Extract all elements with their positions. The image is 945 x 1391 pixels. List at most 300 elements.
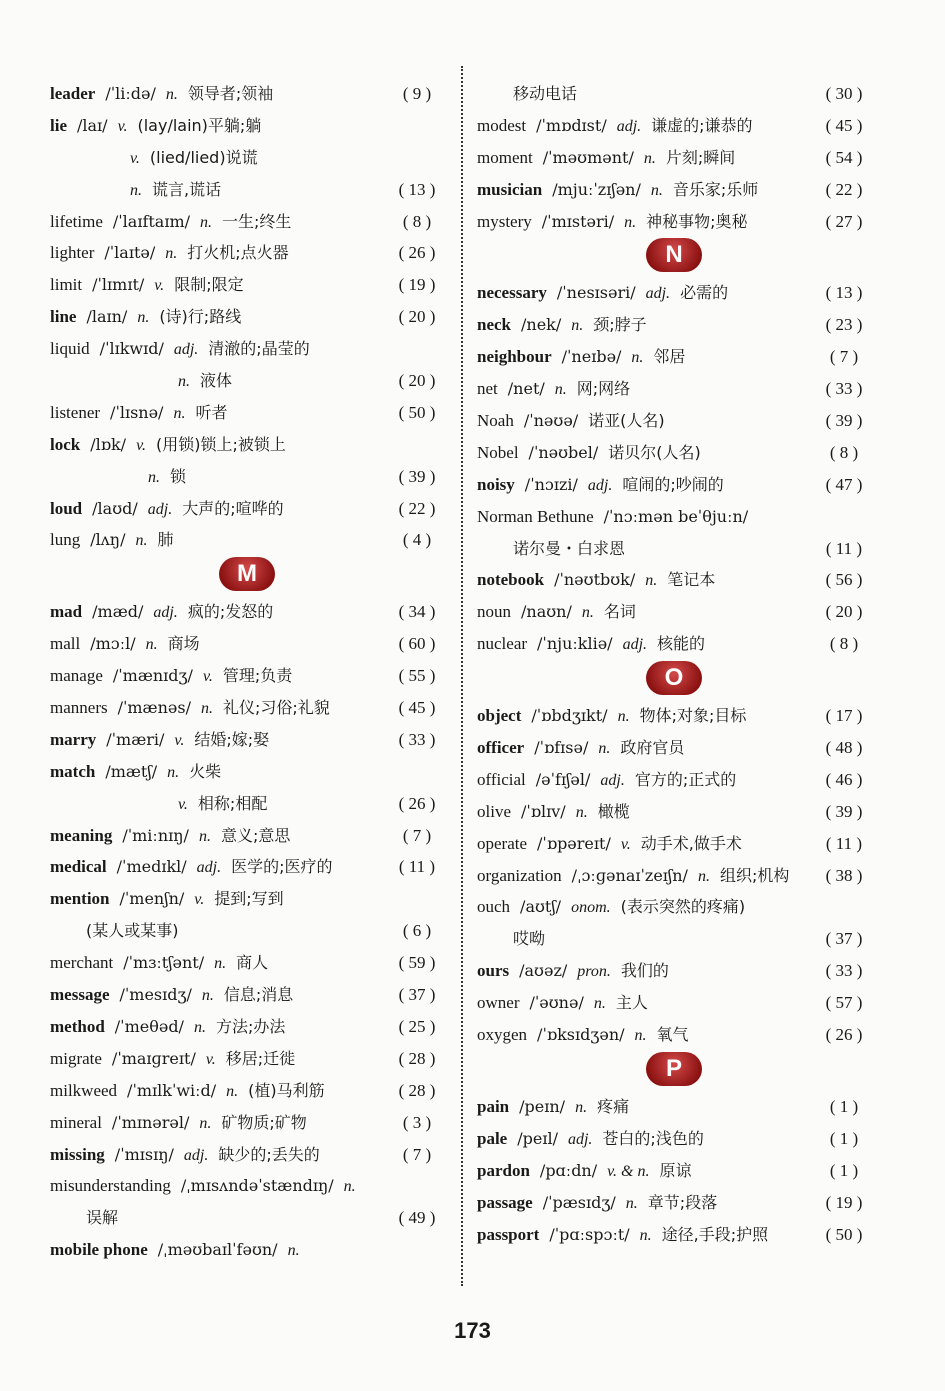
entry-part-of-speech: adj. bbox=[153, 604, 178, 622]
vocab-entry-continuation bbox=[50, 1200, 440, 1232]
entry-line bbox=[50, 276, 254, 295]
entry-line bbox=[477, 476, 734, 495]
entry-word: passport bbox=[477, 1224, 540, 1244]
entry-word: musician bbox=[477, 179, 543, 199]
entry-meaning: 谎言,谎话 bbox=[152, 179, 222, 199]
entry-page-ref: ( 8 ) bbox=[402, 211, 432, 231]
entry-part-of-speech: v. bbox=[117, 117, 128, 135]
entry-part-of-speech: n. bbox=[214, 955, 227, 973]
vocab-entry bbox=[477, 307, 867, 339]
entry-word: mention bbox=[50, 889, 110, 909]
entry-page-ref: ( 45 ) bbox=[825, 115, 863, 135]
entry-line bbox=[178, 372, 242, 391]
entry-part-of-speech: n. bbox=[631, 349, 644, 367]
entry-line bbox=[50, 699, 340, 718]
column-divider bbox=[461, 66, 463, 1286]
vocab-entry bbox=[477, 794, 867, 826]
entry-word: mall bbox=[50, 634, 81, 654]
entry-line bbox=[477, 962, 679, 981]
vocab-entry bbox=[477, 562, 867, 594]
letter-section-header bbox=[50, 554, 440, 594]
vocab-entry bbox=[477, 204, 867, 236]
entry-part-of-speech: n. bbox=[165, 245, 178, 263]
entry-page-ref: ( 55 ) bbox=[398, 666, 436, 686]
entry-word: object bbox=[477, 706, 522, 726]
vocab-entry bbox=[477, 1153, 867, 1185]
vocab-entry bbox=[50, 658, 440, 690]
entry-line bbox=[477, 635, 715, 654]
vocab-entry bbox=[477, 371, 867, 403]
entry-page-ref: ( 39 ) bbox=[825, 411, 863, 431]
entry-word: lifetime bbox=[50, 211, 103, 231]
entry-line bbox=[50, 763, 231, 782]
entry-meaning: 动手术,做手术 bbox=[640, 833, 742, 853]
entry-line bbox=[477, 739, 694, 758]
page-number: 173 bbox=[454, 1318, 491, 1343]
entry-phonetic: /ˈmedɪkl/ bbox=[116, 857, 187, 877]
vocab-entry bbox=[477, 730, 867, 762]
entry-word: mineral bbox=[50, 1112, 102, 1132]
entry-phonetic: /nek/ bbox=[521, 315, 562, 335]
entry-line bbox=[477, 994, 658, 1013]
entry-page-ref: ( 13 ) bbox=[825, 283, 863, 303]
entry-meaning: 哎呦 bbox=[513, 929, 546, 949]
vocab-entry bbox=[50, 1041, 440, 1073]
entry-phonetic: /ˈlaɪtə/ bbox=[104, 243, 156, 263]
entry-page-ref: ( 20 ) bbox=[398, 371, 436, 391]
entry-phonetic: /əˈfɪʃəl/ bbox=[535, 769, 591, 789]
entry-line bbox=[50, 1018, 295, 1037]
entry-line bbox=[477, 508, 758, 526]
entry-line bbox=[477, 803, 640, 822]
entry-page-ref: ( 13 ) bbox=[398, 179, 436, 199]
vocab-entry-continuation bbox=[50, 786, 440, 818]
vocab-entry bbox=[477, 953, 867, 985]
entry-phonetic: /ˈmenʃn/ bbox=[119, 889, 185, 909]
entry-phonetic: /ˈmiːnɪŋ/ bbox=[122, 825, 189, 845]
vocab-entry bbox=[477, 467, 867, 499]
vocab-entry bbox=[477, 1217, 867, 1249]
entry-word: lie bbox=[50, 115, 67, 135]
entry-line bbox=[130, 149, 268, 168]
vocab-entry bbox=[477, 594, 867, 626]
entry-part-of-speech: v. bbox=[130, 149, 140, 167]
vocab-entry bbox=[50, 818, 440, 850]
entry-phonetic: /aʊtʃ/ bbox=[520, 897, 562, 917]
entry-phonetic: /mætʃ/ bbox=[105, 761, 158, 781]
entry-phonetic: /ˈmeθəd/ bbox=[114, 1016, 184, 1036]
entry-meaning: 组织;机构 bbox=[719, 865, 790, 885]
entry-word: mystery bbox=[477, 211, 532, 231]
entry-part-of-speech: n. bbox=[193, 1018, 206, 1036]
entry-meaning: 谦虚的;谦恭的 bbox=[651, 115, 753, 135]
entry-page-ref: ( 7 ) bbox=[402, 825, 432, 845]
entry-meaning: 疼痛 bbox=[597, 1096, 630, 1116]
entry-meaning: 大声的;喧哗的 bbox=[182, 498, 284, 518]
entry-phonetic: /peɪn/ bbox=[519, 1096, 566, 1116]
entry-phonetic: /ˈlɪkwɪd/ bbox=[99, 339, 164, 359]
entry-meaning: 物体;对象;目标 bbox=[639, 706, 747, 726]
vocab-entry bbox=[477, 403, 867, 435]
vocab-entry bbox=[50, 1105, 440, 1137]
entry-meaning: 政府官员 bbox=[620, 738, 685, 758]
entry-part-of-speech: n. bbox=[593, 995, 606, 1013]
entry-meaning: 章节;段落 bbox=[647, 1192, 718, 1212]
entry-phonetic: /ˈnesɪsəri/ bbox=[556, 283, 636, 303]
entry-part-of-speech: n. bbox=[625, 1194, 638, 1212]
vocab-entry bbox=[50, 754, 440, 786]
vocab-entry bbox=[50, 1232, 440, 1264]
entry-word: medical bbox=[50, 857, 107, 877]
entry-line bbox=[50, 117, 271, 136]
entry-part-of-speech: v. bbox=[620, 835, 631, 853]
entry-part-of-speech: n. bbox=[165, 86, 178, 103]
vocab-entry bbox=[477, 1017, 867, 1049]
entry-meaning: 领导者;领袖 bbox=[187, 84, 274, 103]
entry-page-ref: ( 19 ) bbox=[398, 275, 436, 295]
entry-part-of-speech: adj. bbox=[183, 1146, 209, 1164]
entry-word: mobile phone bbox=[50, 1240, 148, 1260]
entry-line bbox=[50, 827, 300, 846]
vocab-entry bbox=[477, 626, 867, 658]
entry-page-ref: ( 8 ) bbox=[829, 442, 859, 462]
entry-part-of-speech: adj. bbox=[645, 285, 671, 303]
entry-meaning: 名词 bbox=[603, 602, 636, 622]
entry-line bbox=[477, 213, 758, 232]
entry-meaning: 误解 bbox=[86, 1208, 119, 1228]
entry-page-ref: ( 38 ) bbox=[825, 865, 863, 885]
entry-line bbox=[50, 531, 184, 550]
entry-phonetic: /mɔːl/ bbox=[90, 634, 136, 654]
entry-page-ref: ( 20 ) bbox=[825, 602, 863, 622]
entry-phonetic: /ˈɒpəreɪt/ bbox=[537, 833, 611, 853]
entry-word: necessary bbox=[477, 283, 547, 303]
entry-word: meaning bbox=[50, 825, 113, 845]
vocab-entry bbox=[50, 299, 440, 331]
entry-word: neighbour bbox=[477, 347, 552, 367]
entry-page-ref: ( 28 ) bbox=[398, 1080, 436, 1100]
entry-line bbox=[477, 149, 745, 168]
entry-meaning: 氧气 bbox=[656, 1025, 689, 1045]
entry-word: ouch bbox=[477, 897, 511, 917]
entry-line bbox=[477, 412, 675, 430]
entry-part-of-speech: n. bbox=[645, 572, 658, 590]
entry-word: liquid bbox=[50, 339, 90, 359]
entry-phonetic: /lʌŋ/ bbox=[90, 530, 126, 550]
entry-part-of-speech: n. bbox=[135, 532, 148, 550]
entry-line bbox=[477, 348, 695, 367]
entry-meaning: 音乐家;乐师 bbox=[672, 179, 759, 199]
entry-phonetic: /naʊn/ bbox=[521, 602, 572, 622]
entry-page-ref: ( 7 ) bbox=[402, 1144, 432, 1164]
entry-phonetic: /ˈliːdə/ bbox=[105, 84, 156, 103]
entry-phonetic: /ˈmænɪdʒ/ bbox=[112, 666, 193, 686]
entry-line bbox=[50, 436, 296, 455]
entry-part-of-speech: adj. bbox=[622, 636, 648, 654]
vocab-entry bbox=[50, 626, 440, 658]
entry-page-ref: ( 11 ) bbox=[398, 857, 436, 877]
entry-line bbox=[50, 244, 299, 263]
entry-meaning: 官方的;正式的 bbox=[634, 769, 737, 789]
entry-meaning: 结婚;嫁;娶 bbox=[194, 729, 270, 749]
entry-meaning: 意义;意思 bbox=[220, 825, 291, 845]
entry-part-of-speech: adj. bbox=[567, 1130, 593, 1148]
entry-meaning: 网;网络 bbox=[576, 379, 631, 399]
entry-part-of-speech: n. bbox=[130, 181, 142, 199]
vocab-entry bbox=[50, 1073, 440, 1105]
entry-meaning: 诺亚(人名) bbox=[588, 411, 665, 431]
entry-phonetic: /ˈɒlɪv/ bbox=[521, 801, 566, 821]
entry-line bbox=[86, 922, 189, 940]
entry-word: lung bbox=[50, 530, 81, 550]
entry-word: line bbox=[50, 307, 77, 327]
entry-part-of-speech: n. bbox=[581, 604, 594, 622]
entry-word: marry bbox=[50, 729, 97, 749]
entry-phonetic: /ˈmæri/ bbox=[106, 729, 165, 749]
entry-part-of-speech: n. bbox=[287, 1242, 300, 1260]
entry-page-ref: ( 57 ) bbox=[825, 993, 863, 1013]
entry-meaning: 必需的 bbox=[680, 283, 729, 303]
entry-line bbox=[477, 771, 746, 790]
entry-meaning: 提到;写到 bbox=[214, 889, 284, 909]
entry-line bbox=[50, 731, 279, 750]
entry-line bbox=[477, 898, 755, 917]
entry-part-of-speech: v. bbox=[194, 891, 205, 909]
entry-line bbox=[477, 1162, 702, 1181]
entry-page-ref: ( 48 ) bbox=[825, 738, 863, 758]
entry-meaning: (某人或某事) bbox=[86, 921, 179, 941]
entry-word: manners bbox=[50, 698, 108, 718]
vocab-entry-continuation bbox=[50, 913, 440, 945]
entry-word: milkweed bbox=[50, 1080, 118, 1100]
entry-part-of-speech: n. bbox=[639, 1226, 652, 1244]
vocab-entry-continuation bbox=[477, 531, 867, 563]
vocab-entry bbox=[477, 275, 867, 307]
entry-phonetic: /ˈneɪbə/ bbox=[561, 347, 622, 367]
entry-page-ref: ( 17 ) bbox=[825, 706, 863, 726]
entry-phonetic: /ˈlɪsnə/ bbox=[110, 402, 164, 422]
entry-word: message bbox=[50, 985, 110, 1005]
entry-word: lock bbox=[50, 434, 81, 454]
entry-meaning: 肺 bbox=[157, 530, 174, 550]
entry-part-of-speech: n. bbox=[201, 987, 214, 1005]
entry-meaning: 主人 bbox=[615, 993, 648, 1013]
entry-line bbox=[513, 540, 635, 558]
entry-meaning: 原谅 bbox=[659, 1160, 692, 1180]
vocab-entry bbox=[50, 945, 440, 977]
entry-phonetic: /ˈmɜːtʃənt/ bbox=[123, 953, 205, 973]
entry-phonetic: /ˈməʊmənt/ bbox=[542, 147, 634, 167]
entry-page-ref: ( 39 ) bbox=[398, 466, 436, 486]
entry-word: migrate bbox=[50, 1048, 102, 1068]
entry-part-of-speech: n. bbox=[598, 740, 611, 758]
entry-phonetic: /ˈəʊnə/ bbox=[529, 993, 584, 1013]
entry-word: missing bbox=[50, 1144, 105, 1164]
vocab-entry-continuation bbox=[50, 459, 440, 491]
entry-part-of-speech: pron. bbox=[577, 963, 611, 981]
vocab-entry bbox=[477, 172, 867, 204]
vocab-entry bbox=[50, 1168, 440, 1200]
entry-phonetic: /peɪl/ bbox=[517, 1128, 558, 1148]
entry-phonetic: /ˈnəʊtbʊk/ bbox=[554, 570, 636, 590]
entry-meaning: 缺少的;丢失的 bbox=[218, 1144, 320, 1164]
vocab-entry bbox=[477, 762, 867, 794]
entry-word: pain bbox=[477, 1096, 510, 1116]
entry-word: organization bbox=[477, 865, 562, 885]
entry-phonetic: /ˈmaɪɡreɪt/ bbox=[111, 1048, 196, 1068]
entry-page-ref: ( 26 ) bbox=[398, 793, 436, 813]
letter-badge: P bbox=[646, 1052, 702, 1086]
entry-line bbox=[86, 1209, 128, 1227]
entry-word: official bbox=[477, 769, 526, 789]
entry-page-ref: ( 9 ) bbox=[402, 84, 432, 103]
entry-page-ref: ( 27 ) bbox=[825, 211, 863, 231]
entry-meaning: 片刻;瞬间 bbox=[665, 147, 736, 167]
entry-phonetic: /net/ bbox=[507, 379, 545, 399]
entry-part-of-speech: v. & n. bbox=[607, 1162, 650, 1180]
entry-meaning: 核能的 bbox=[657, 634, 706, 654]
entry-meaning: 邻居 bbox=[653, 347, 686, 367]
entry-part-of-speech: n. bbox=[137, 309, 150, 327]
entry-meaning: 清澈的;晶莹的 bbox=[208, 339, 310, 359]
entry-word: noun bbox=[477, 602, 511, 622]
entry-meaning: (表示突然的疼痛) bbox=[620, 897, 746, 917]
entry-part-of-speech: n. bbox=[198, 827, 211, 845]
entry-page-ref: ( 4 ) bbox=[402, 530, 432, 550]
entry-line bbox=[50, 1050, 305, 1069]
entry-meaning: 听者 bbox=[195, 402, 228, 422]
entry-line bbox=[477, 380, 640, 399]
entry-part-of-speech: adj. bbox=[173, 341, 199, 359]
entry-page-ref: ( 1 ) bbox=[829, 1160, 859, 1180]
entry-part-of-speech: n. bbox=[148, 468, 160, 486]
entry-page-ref: ( 19 ) bbox=[825, 1192, 863, 1212]
vocab-entry bbox=[477, 698, 867, 730]
letter-section-header bbox=[477, 1049, 867, 1089]
entry-line bbox=[50, 858, 343, 877]
entry-word: manage bbox=[50, 666, 103, 686]
entry-line bbox=[477, 1026, 699, 1045]
vocab-entry-continuation bbox=[477, 76, 867, 108]
vocab-entry bbox=[50, 594, 440, 626]
entry-page-ref: ( 59 ) bbox=[398, 953, 436, 973]
entry-meaning: 喧闹的;吵闹的 bbox=[622, 474, 724, 494]
vocab-entry bbox=[50, 331, 440, 363]
entry-line bbox=[477, 181, 768, 200]
entry-line bbox=[50, 667, 302, 686]
entry-page-ref: ( 34 ) bbox=[398, 602, 436, 622]
entry-word: moment bbox=[477, 147, 533, 167]
entry-meaning: 神秘事物;奥秘 bbox=[646, 211, 748, 231]
entry-word: method bbox=[50, 1016, 105, 1036]
entry-page-ref: ( 45 ) bbox=[398, 698, 436, 718]
entry-word: owner bbox=[477, 993, 520, 1013]
entry-meaning: 一生;终生 bbox=[222, 211, 292, 231]
entry-meaning: 诺尔曼・白求恩 bbox=[513, 538, 626, 558]
entry-part-of-speech: v. bbox=[154, 277, 165, 295]
entry-page-ref: ( 56 ) bbox=[825, 570, 863, 590]
entry-page-ref: ( 33 ) bbox=[825, 379, 863, 399]
entry-part-of-speech: n. bbox=[634, 1027, 647, 1045]
right-column bbox=[477, 76, 867, 1248]
entry-part-of-speech: n. bbox=[575, 1098, 588, 1116]
entry-page-ref: ( 33 ) bbox=[825, 961, 863, 981]
vocab-entry bbox=[50, 722, 440, 754]
entry-meaning: 商场 bbox=[167, 634, 200, 654]
entry-line bbox=[50, 213, 301, 232]
vocab-entry bbox=[50, 427, 440, 459]
entry-part-of-speech: n. bbox=[617, 708, 630, 726]
entry-phonetic: /ˈmænəs/ bbox=[117, 698, 191, 718]
entry-line bbox=[477, 1226, 778, 1245]
entry-part-of-speech: adj. bbox=[587, 476, 613, 494]
entry-page-ref: ( 54 ) bbox=[825, 147, 863, 167]
entry-word: mad bbox=[50, 602, 83, 622]
left-column bbox=[50, 76, 440, 1264]
entry-phonetic: /ˌməʊbaɪlˈfəʊn/ bbox=[157, 1240, 278, 1260]
entry-page-ref: ( 6 ) bbox=[402, 921, 432, 941]
entry-part-of-speech: n. bbox=[199, 1114, 212, 1132]
entry-part-of-speech: adj. bbox=[616, 117, 642, 135]
entry-part-of-speech: v. bbox=[136, 436, 146, 454]
entry-meaning: 医学的;医疗的 bbox=[231, 857, 333, 877]
vocab-entry bbox=[477, 1121, 867, 1153]
entry-phonetic: /mjuːˈzɪʃən/ bbox=[552, 179, 641, 199]
entry-phonetic: /ˈmɪsɪŋ/ bbox=[114, 1144, 174, 1164]
entry-part-of-speech: n. bbox=[167, 763, 180, 781]
entry-word: pardon bbox=[477, 1160, 530, 1180]
entry-page-ref: ( 20 ) bbox=[398, 307, 436, 327]
entry-page-ref: ( 50 ) bbox=[398, 402, 436, 422]
entry-meaning: (植)马利筋 bbox=[248, 1080, 325, 1100]
vocab-entry bbox=[50, 108, 440, 140]
entry-page-ref: ( 37 ) bbox=[825, 929, 863, 949]
entry-line bbox=[50, 85, 283, 104]
entry-part-of-speech: adj. bbox=[600, 771, 625, 789]
entry-page-ref: ( 7 ) bbox=[829, 347, 859, 367]
vocab-entry bbox=[50, 522, 440, 554]
entry-meaning: (lied/lied)说谎 bbox=[149, 147, 258, 167]
vocab-entry bbox=[477, 1089, 867, 1121]
vocab-entry bbox=[50, 1137, 440, 1169]
entry-page-ref: ( 26 ) bbox=[825, 1025, 863, 1045]
entry-phonetic: /laɪ/ bbox=[77, 115, 108, 135]
vocab-entry bbox=[477, 858, 867, 890]
vocab-entry bbox=[50, 690, 440, 722]
entry-meaning: 苍白的;浅色的 bbox=[602, 1128, 704, 1148]
entry-meaning: 相称;相配 bbox=[197, 793, 268, 813]
entry-page-ref: ( 22 ) bbox=[825, 179, 863, 199]
entry-page-ref: ( 28 ) bbox=[398, 1048, 436, 1068]
entry-meaning: 橄榄 bbox=[597, 801, 630, 821]
entry-line bbox=[50, 500, 294, 519]
vocab-entry bbox=[477, 140, 867, 172]
entry-part-of-speech: n. bbox=[697, 867, 710, 885]
entry-page-ref: ( 8 ) bbox=[829, 634, 859, 654]
entry-meaning: 笔记本 bbox=[667, 570, 716, 590]
entry-part-of-speech: n. bbox=[200, 213, 213, 231]
entry-page-ref: ( 11 ) bbox=[825, 833, 863, 853]
entry-phonetic: /ˈmɒdɪst/ bbox=[536, 115, 607, 135]
entry-page-ref: ( 37 ) bbox=[398, 985, 436, 1005]
vocab-entry bbox=[50, 881, 440, 913]
entry-line bbox=[477, 284, 738, 303]
letter-badge: N bbox=[646, 238, 702, 272]
entry-line bbox=[50, 635, 210, 654]
entry-phonetic: /ˈmɪnərəl/ bbox=[111, 1112, 190, 1132]
entry-part-of-speech: n. bbox=[226, 1082, 239, 1100]
entry-phonetic: /ˈɒbdʒɪkt/ bbox=[531, 706, 608, 726]
